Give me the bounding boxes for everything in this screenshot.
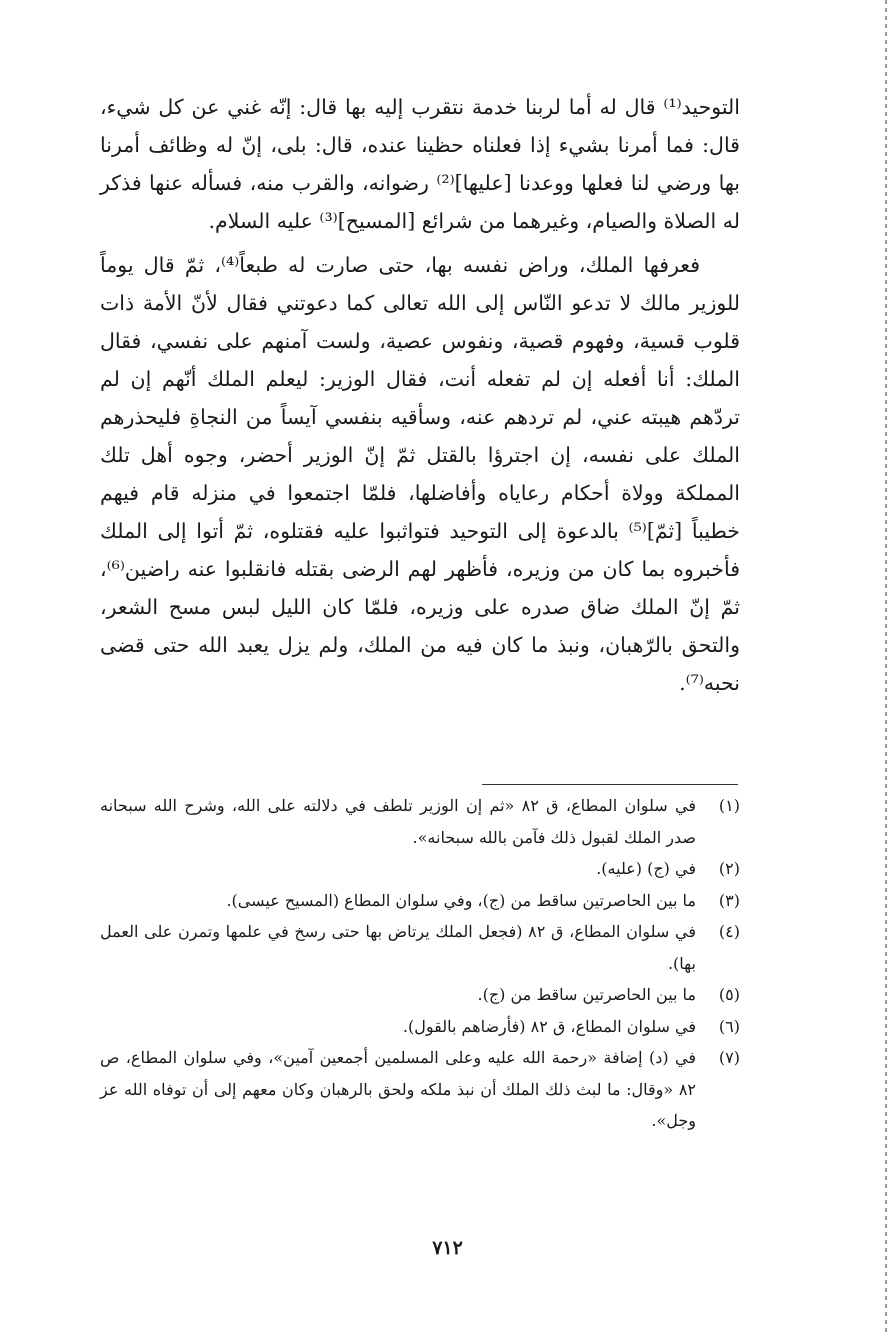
footnote-number: (٣) xyxy=(718,890,740,910)
footnote-text: في (د) إضافة «رحمة الله عليه وعلى المسلمين أجمعين آمين»، وفي سلوان المطاع، ص ٨٢ «وقال: ما لبث ذلك الملك أن نبذ ملكه ولحق بالرهبان وكان معهم إلى أن توفاه الله عز وجل». xyxy=(100,1048,696,1130)
footnote-number: (٢) xyxy=(718,859,740,878)
main-text xyxy=(100,88,740,702)
footnote-text: في سلوان المطاع، ق ٨٢ (فأرضاهم بالقول). xyxy=(402,1016,696,1036)
footnote-number: (٦) xyxy=(718,1016,740,1036)
footnote-text: ما بين الحاصرتين ساقط من (ج)، وفي سلوان المطاع (المسيح عيسى). xyxy=(226,890,696,910)
footnote-text: في (ج) (عليه). xyxy=(596,859,696,878)
footnote-item xyxy=(100,979,740,1011)
main-paragraph: فعرفها الملك، وراض نفسه بها، حتى صارت له طبعاً⁽⁴⁾، ثمّ قال يوماً للوزير مالك لا تدعو النّاس إلى الله تعالى كما دعوتني فقال لأنّ الأمة ذات قلوب قسية، وفهوم قصية، ونفوس عصية، ولست آمنهم على نفسي، فقال الملك: أنا أفعله إن لم تفعله أنت، فقال الوزير: ليعلم الملك أنّهم إن لم تردّهم هيبته عني، لم تردهم عنه، وسأقيه بنفسي آيساً من النجاةِ فليحذرهم الملك على نفسه، إن اجترؤا بالقتل ثمّ إنّ الوزير أحضر، وجوه أهل تلك المملكة وولاة أحكام رعاياه وأفاضلها، فلمّا اجتمعوا في منزله قام فيهم خطيباً [ثمّ]⁽⁵⁾ بالدعوة إلى التوحيد فتواثبوا عليه فقتلوه، ثمّ أتوا إلى الملك فأخبروه بما كان من وزيره، فأظهر لهم الرضى بقتله فانقلبوا عنه راضين⁽⁶⁾، ثمّ إنّ الملك ضاق صدره على وزيره، فلمّا كان الليل لبس مسح الشعر، والتحق بالرّهبان، ونبذ ما كان فيه من الملك، ولم يزل يعبد الله حتى قضى نحبه⁽⁷⁾. xyxy=(100,253,740,695)
footnote-item xyxy=(100,916,740,979)
footnote-separator xyxy=(482,784,738,785)
footnote-text: ما بين الحاصرتين ساقط من (ج). xyxy=(477,985,696,1004)
footnote-item xyxy=(100,1042,740,1137)
main-paragraph: التوحيد⁽¹⁾ قال له أما لربنا خدمة نتقرب إليه بها قال: إنّه غني عن كل شيء، قال: فما أمرنا بشيء إذا فعلناه حظينا عنده، قال: بلى، إنّ له وظائف أمرنا بها ورضي لنا فعلها ووعدنا [عليها]⁽²⁾ رضوانه، والقرب منه، فسأله عنها فذكر له الصلاة والصيام، وغيرهما من شرائع [المسيح]⁽³⁾ عليه السلام. xyxy=(100,95,740,233)
footnote-text: في سلوان المطاع، ق ٨٢ (فجعل الملك يرتاض بها حتى رسخ في علمها وتمرن على العمل بها). xyxy=(100,922,696,973)
footnote-item xyxy=(100,885,740,917)
footnote-number: (٤) xyxy=(718,922,740,941)
footnotes xyxy=(100,790,740,1137)
binding-edge-rule xyxy=(885,0,887,1335)
footnote-number: (١) xyxy=(718,796,740,815)
footnote-item xyxy=(100,853,740,885)
footnote-number: (٥) xyxy=(718,985,740,1004)
footnote-number: (٧) xyxy=(718,1048,740,1067)
footnote-text: في سلوان المطاع، ق ٨٢ «ثم إن الوزير تلطف في دلالته على الله، وشرح الله سبحانه صدر الملك لقبول ذلك فآمن بالله سبحانه». xyxy=(100,796,696,847)
footnote-item xyxy=(100,1011,740,1043)
footnote-item xyxy=(100,790,740,853)
page-number: ٧١٢ xyxy=(432,1237,463,1259)
